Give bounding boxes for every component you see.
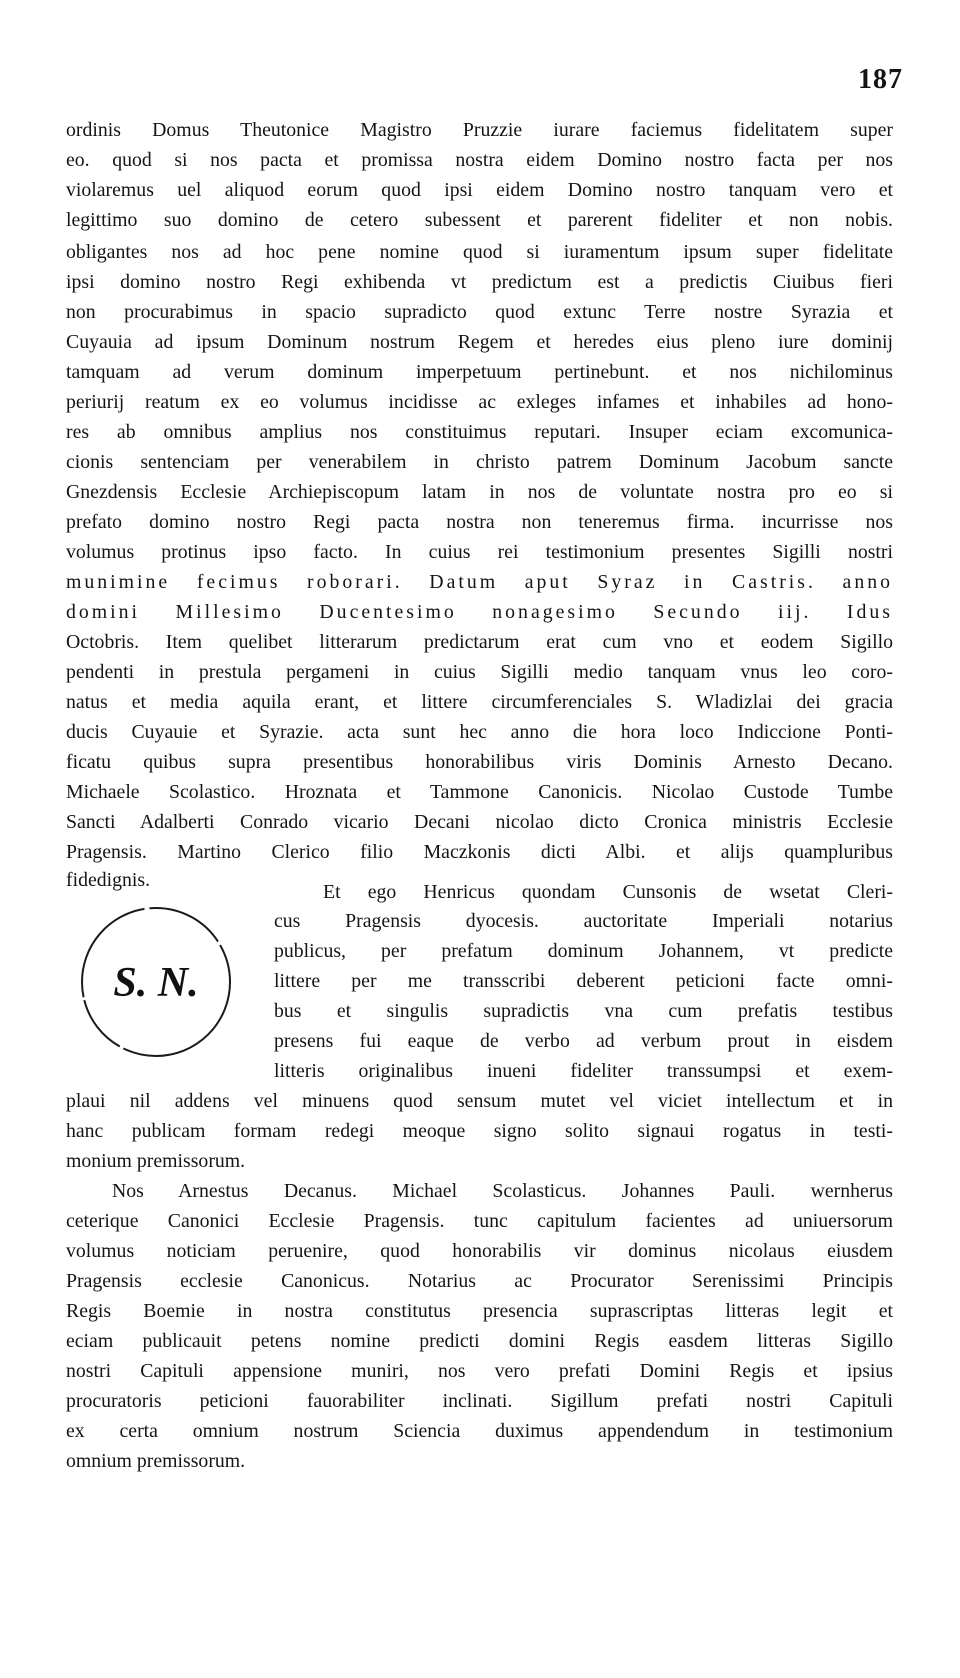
text-line: ducis Cuyauie et Syrazie. acta sunt hec anno die hora loco Indiccione Ponti- xyxy=(66,721,893,743)
text-line: plaui nil addens vel minuens quod sensum mutet vel viciet intellectum et in xyxy=(66,1090,893,1112)
text-line: Cuyauia ad ipsum Dominum nostrum Regem et heredes eius pleno iure dominij xyxy=(66,331,893,353)
text-line: Pragensis. Martino Clerico filio Maczkonis dicti Albi. et alijs quampluribus xyxy=(66,841,893,863)
text-line: ipsi domino nostro Regi exhibenda vt predictum est a predictis Ciuibus fieri xyxy=(66,271,893,293)
text-line: ex certa omnium nostrum Sciencia duximus appendendum in testimonium xyxy=(66,1420,893,1442)
text-line: eciam publicauit petens nomine predicti domini Regis easdem litteras Sigillo xyxy=(66,1330,893,1352)
text-line: violaremus uel aliquod eorum quod ipsi eidem Domino nostro tanquam vero et xyxy=(66,179,893,201)
text-line: volumus protinus ipso facto. In cuius rei testimonium presentes Sigilli nostri xyxy=(66,541,893,563)
text-line: munimine fecimus roborari. Datum aput Syraz in Castris. anno xyxy=(66,571,893,593)
text-line: ficatu quibus supra presentibus honorabilibus viris Dominis Arnesto Decano. xyxy=(66,751,893,773)
text-line: Michaele Scolastico. Hroznata et Tammone Canonicis. Nicolao Custode Tumbe xyxy=(66,781,893,803)
text-line: Regis Boemie in nostra constitutus presencia suprascriptas litteras legit et xyxy=(66,1300,893,1322)
text-line: ordinis Domus Theutonice Magistro Pruzzie iurare faciemus fidelitatem super xyxy=(66,119,893,141)
text-line: periurij reatum ex eo volumus incidisse ac exleges infames et inhabiles ad hono- xyxy=(66,391,893,413)
page-number: 187 xyxy=(858,64,903,95)
text-line: fidedignis. xyxy=(66,869,151,891)
text-line: littere per me transscribi deberent peticioni facte omni- xyxy=(274,970,893,992)
text-line: obligantes nos ad hoc pene nomine quod si iuramentum ipsum super fidelitate xyxy=(66,241,893,263)
text-line: presens fui eaque de verbo ad verbum prout in eisdem xyxy=(274,1030,893,1052)
seal-monogram: S. N. xyxy=(113,960,199,1006)
text-line: tamquam ad verum dominum imperpetuum pertinebunt. et nos nichilominus xyxy=(66,361,893,383)
text-line: ceterique Canonici Ecclesie Pragensis. tunc capitulum facientes ad uniuersorum xyxy=(66,1210,893,1232)
text-line: Octobris. Item quelibet litterarum predictarum erat cum vno et eodem Sigillo xyxy=(66,631,893,653)
text-line: procuratoris peticioni fauorabiliter inclinati. Sigillum prefati nostri Capituli xyxy=(66,1390,893,1412)
text-line: litteris originalibus inueni fideliter transsumpsi et exem- xyxy=(274,1060,893,1082)
text-line: monium premissorum. xyxy=(66,1150,246,1172)
text-line: non procurabimus in spacio supradicto quod extunc Terre nostre Syrazia et xyxy=(66,301,893,323)
text-line: Nos Arnestus Decanus. Michael Scolasticus. Johannes Pauli. wernherus xyxy=(112,1180,893,1202)
text-line: Sancti Adalberti Conrado vicario Decani nicolao dicto Cronica ministris Ecclesie xyxy=(66,811,893,833)
text-line: Pragensis ecclesie Canonicus. Notarius ac Procurator Serenissimi Principis xyxy=(66,1270,893,1292)
text-line: legittimo suo domino de cetero subessent et parerent fideliter et non nobis. xyxy=(66,209,893,231)
notary-seal-icon xyxy=(72,900,242,1066)
text-line: volumus noticiam peruenire, quod honorabilis vir dominus nicolaus eiusdem xyxy=(66,1240,893,1262)
text-line: nostri Capituli appensione muniri, nos vero prefati Domini Regis et ipsius xyxy=(66,1360,893,1382)
text-line: bus et singulis supradictis vna cum prefatis testibus xyxy=(274,1000,893,1022)
text-line: domini Millesimo Ducentesimo nonagesimo Secundo iij. Idus xyxy=(66,601,893,623)
text-line: omnium premissorum. xyxy=(66,1450,246,1472)
text-line: eo. quod si nos pacta et promissa nostra eidem Domino nostro facta per nos xyxy=(66,149,893,171)
text-line: Et ego Henricus quondam Cunsonis de wsetat Cleri- xyxy=(323,881,893,903)
text-line: hanc publicam formam redegi meoque signo solito signaui rogatus in testi- xyxy=(66,1120,893,1142)
notary-seal xyxy=(72,900,242,1066)
text-line: cus Pragensis dyocesis. auctoritate Imperiali notarius xyxy=(274,910,893,932)
text-line: Gnezdensis Ecclesie Archiepiscopum latam in nos de voluntate nostra pro eo si xyxy=(66,481,893,503)
text-line: res ab omnibus amplius nos constituimus reputari. Insuper eciam excomunica- xyxy=(66,421,893,443)
text-line: natus et media aquila erant, et littere circumferenciales S. Wladizlai dei gracia xyxy=(66,691,893,713)
text-line: publicus, per prefatum dominum Johannem, vt predicte xyxy=(274,940,893,962)
text-line: cionis sentenciam per venerabilem in christo patrem Dominum Jacobum sancte xyxy=(66,451,893,473)
text-line: pendenti in prestula pergameni in cuius Sigilli medio tanquam vnus leo coro- xyxy=(66,661,893,683)
text-line: prefato domino nostro Regi pacta nostra non teneremus firma. incurrisse nos xyxy=(66,511,893,533)
